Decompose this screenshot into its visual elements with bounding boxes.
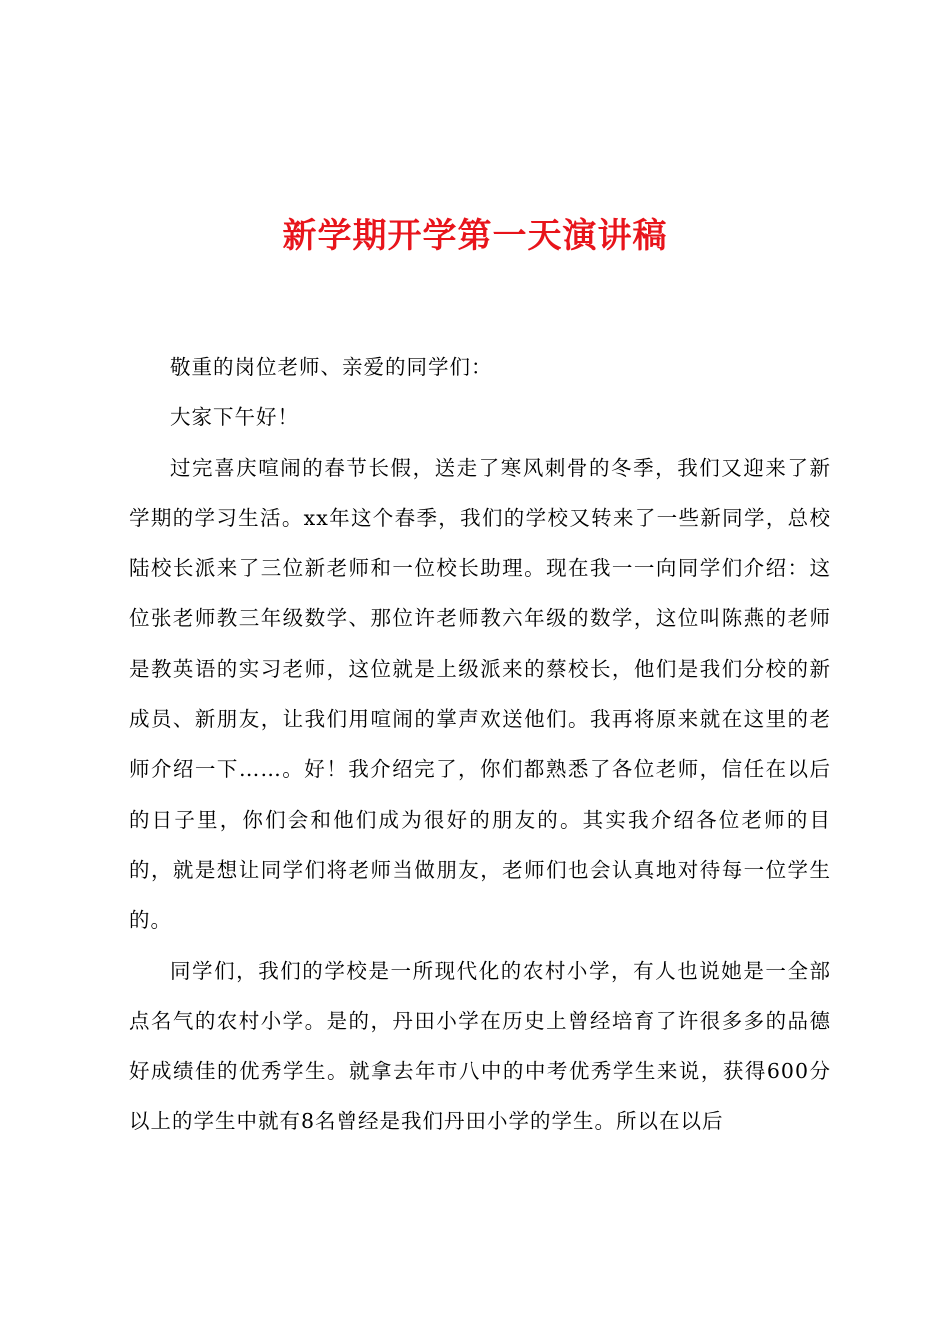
body-paragraph: 过完喜庆喧闹的春节长假，送走了寒风刺骨的冬季，我们又迎来了新学期的学习生活。xx年这个春季，我们的学校又转来了一些新同学，总校陆校长派来了三位新老师和一位校长助理。现在我一一向同学们介绍：这位张老师教三年级数学、那位许老师教六年级的数学，这位叫陈燕的老师是教英语的实习老师，这位就是上级派来的蔡校长，他们是我们分校的新成员、新朋友，让我们用喧闹的掌声欢送他们。我再将原来就在这里的老师介绍一下……。好！我介绍完了，你们都熟悉了各位老师，信任在以后的日子里，你们会和他们成为很好的朋友的。其实我介绍各位老师的目的，就是想让同学们将老师当做朋友，老师们也会认真地对待每一位学生的。 <box>129 455 831 933</box>
document-title: 新学期开学第一天演讲稿 <box>282 216 668 256</box>
body-paragraph: 同学们，我们的学校是一所现代化的农村小学，有人也说她是一全部点名气的农村小学。是的，丹田小学在历史上曾经培育了许很多多的品德好成绩佳的优秀学生。就拿去年市八中的中考优秀学生来说，获得600分以上的学生中就有8名曾经是我们丹田小学的学生。所以在以后 <box>129 958 831 1134</box>
greeting: 大家下午好！ <box>170 405 299 430</box>
salutation: 敬重的岗位老师、亲爱的同学们： <box>170 355 493 379</box>
document-body <box>129 342 831 1147</box>
